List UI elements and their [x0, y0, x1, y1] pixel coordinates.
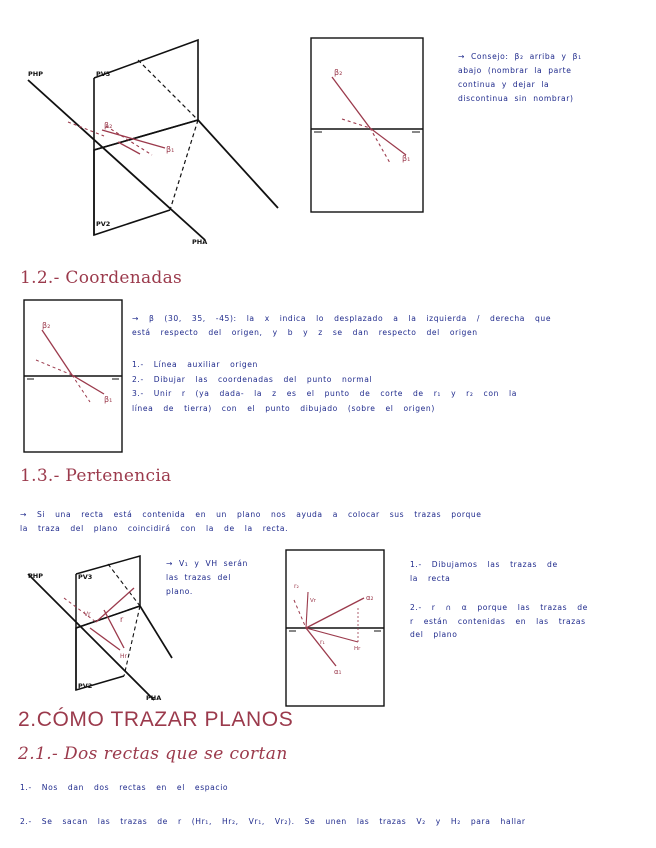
section-title-2: 2.CÓMO TRAZAR PLANOS: [18, 708, 294, 731]
beta2-label: β₂: [42, 321, 51, 330]
step-line: 1.- Dibujamos las trazas de: [410, 560, 558, 569]
step-line: 1.- Nos dan dos rectas en el espacio: [20, 783, 229, 792]
vr-label: Vr: [84, 611, 91, 618]
note-line: continua y dejar la: [458, 80, 550, 89]
alpha2-label: α₂: [366, 594, 374, 602]
r-label: r: [120, 615, 124, 624]
text-line: la traza del plano coincidirá con la de la recta.: [20, 524, 289, 533]
hr-label: Hr: [120, 653, 127, 660]
section-title-1-2: 1.2.- Coordenadas: [20, 268, 183, 288]
pertenencia-text: [20, 508, 645, 536]
section-subtitle-2-1: 2.1.- Dos rectas que se cortan: [18, 744, 288, 764]
note-line: abajo (nombrar la parte: [458, 66, 572, 75]
note-line: discontinua sin nombrar): [458, 94, 574, 103]
vr-label: Vr: [310, 598, 317, 604]
note-line: las trazas del: [166, 573, 231, 582]
beta2-label: β₂: [104, 121, 113, 130]
note-line: → Consejo: β₂ arriba y β₁: [458, 52, 582, 61]
section-2-steps: [20, 784, 650, 825]
pha-label: PHA: [146, 694, 162, 702]
dihedral-diagram-pertenencia: [284, 548, 386, 708]
text-line: → Si una recta está contenida en un plano nos ayuda a colocar sus trazas porque: [20, 510, 482, 519]
beta2-label: β₂: [334, 68, 343, 77]
text-line: está respecto del origen, y b y z se dan respecto del origen: [132, 328, 478, 337]
pv2-label: PV2: [96, 220, 111, 228]
step-line: del plano: [410, 630, 458, 639]
consejo-note: [458, 50, 653, 106]
alpha1-label: α₁: [334, 668, 342, 676]
step-line: r están contenidas en las trazas: [410, 616, 586, 626]
pha-label: PHA: [192, 238, 208, 246]
perspective-diagram-pertenencia: [24, 548, 174, 704]
beta1-label: β₁: [166, 145, 175, 154]
step-line: 1.- Línea auxiliar origen: [132, 360, 258, 369]
step-line: la recta: [410, 573, 451, 583]
perspective-diagram-1: [20, 30, 290, 250]
hr-label: Hr: [354, 646, 361, 652]
section-title-1-3: 1.3.- Pertenencia: [20, 466, 172, 486]
dihedral-diagram-1: [308, 35, 426, 215]
note-line: → V₁ y VH serán: [166, 559, 248, 568]
r1-label: r₁: [320, 639, 325, 646]
dihedral-diagram-coordenadas: [22, 298, 124, 454]
note-line: plano.: [166, 587, 193, 596]
pv3-label: PV3: [78, 573, 93, 581]
r2-label: r₂: [294, 583, 299, 590]
beta1-label: β₁: [402, 154, 411, 163]
pv2-label: PV2: [78, 682, 93, 690]
pertenencia-side-note: [166, 557, 276, 599]
coordenadas-text: [132, 312, 647, 340]
step-line: 2.- r ∩ α porque las trazas de: [410, 603, 588, 612]
php-label: PHP: [28, 572, 43, 580]
step-line: 2.- Dibujar las coordenadas del punto normal: [132, 374, 373, 384]
step-line: 2.- Se sacan las trazas de r (Hr₁, Hr₂, Vr₁, Vr₂). Se unen las trazas V₂ y H₂ para hallar: [20, 816, 526, 826]
pv3-label: PV3: [96, 70, 111, 78]
step-line: línea de tierra) con el punto dibujado (sobre el origen): [132, 403, 435, 413]
step-line: 3.- Unir r (ya dada- la z es el punto de corte de r₁ y r₂ con la: [132, 389, 517, 398]
beta1-label: β₁: [104, 395, 113, 404]
pertenencia-steps: [410, 558, 646, 642]
php-label: PHP: [28, 70, 43, 78]
text-line: → β (30, 35, -45): la x indica lo desplazado a la izquierda / derecha que: [132, 314, 552, 323]
coordenadas-steps: [132, 358, 647, 416]
